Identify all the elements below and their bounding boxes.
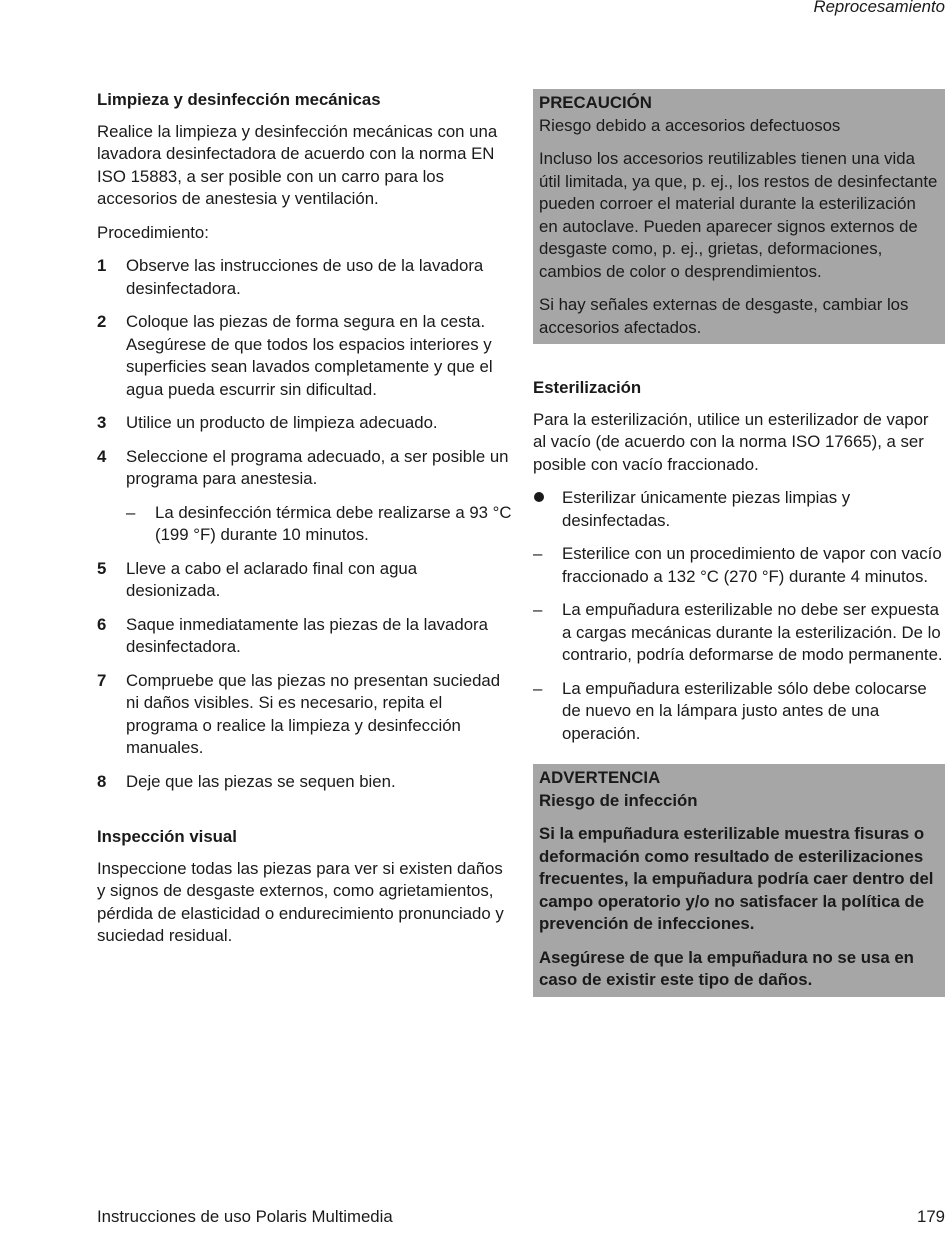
step-item	[97, 412, 512, 435]
step-number: 1	[97, 256, 107, 275]
step-text: Seleccione el programa adecuado, a ser posible un programa para anestesia.	[126, 446, 509, 488]
caution-paragraph: Incluso los accesorios reutilizables tienen una vida útil limitada, ya que, p. ej., los restos de desinfectante pueden corroer el material durante la esterilización en autoclave. Pueden aparecer signos externos de desgaste como, p. ej., grietas, deformaciones, cambios de color o desprendimientos.	[539, 149, 938, 281]
dash-text: Esterilice con un procedimiento de vapor con vacío fraccionado a 132 °C (270 °F) durante 4 minutos.	[562, 544, 942, 586]
bullet-icon	[533, 487, 562, 532]
step-item	[97, 670, 512, 760]
dash-text: La empuñadura esterilizable no debe ser expuesta a cargas mecánicas durante la esterilización. De lo contrario, podría deformarse de modo permanente.	[562, 600, 943, 664]
substep-text: La desinfección térmica debe realizarse a 93 °C (199 °F) durante 10 minutos.	[155, 502, 512, 544]
step-number: 4	[97, 446, 107, 466]
step-text: Compruebe que las piezas no presentan suciedad ni daños visibles. Si es necesario, repita el programa o realice la limpieza y desinfección manuales.	[126, 670, 501, 757]
caution-label: PRECAUCIÓN	[539, 93, 652, 112]
caution-paragraph: Si hay señales externas de desgaste, cambiar los accesorios afectados.	[539, 295, 909, 337]
warning-box	[533, 764, 945, 997]
right-column	[533, 89, 945, 997]
dash-item	[533, 543, 945, 588]
left-column	[97, 89, 512, 948]
step-item	[97, 771, 512, 794]
step-substep	[97, 502, 512, 547]
step-text: Observe las instrucciones de uso de la lavadora desinfectadora.	[126, 256, 484, 298]
warning-paragraph: Si la empuñadura esterilizable muestra fisuras o deformación como resultado de esterilizaciones frecuentes, la empuñadura podría caer dentro del campo operatorio y/o no satisfacer la política de prevención de infecciones.	[539, 824, 934, 933]
section-heading-visual: Inspección visual	[97, 827, 237, 846]
page-number: 179	[917, 1207, 945, 1226]
bullet-text: Esterilizar únicamente piezas limpias y desinfectadas.	[562, 488, 851, 530]
step-item	[97, 311, 512, 401]
step-text: Coloque las piezas de forma segura en la cesta. Asegúrese de que todos los espacios interiores y superficies sean lavados completamente y que el agua pueda escurrir sin dificultad.	[126, 312, 493, 399]
dash-marker: –	[126, 502, 136, 522]
dash-marker: –	[533, 544, 543, 563]
caution-subtitle: Riesgo debido a accesorios defectuosos	[539, 115, 841, 135]
dash-item	[533, 678, 945, 746]
warning-label: ADVERTENCIA	[539, 768, 661, 787]
step-number: 7	[97, 670, 107, 690]
section-heading-mechanical: Limpieza y desinfección mecánicas	[97, 90, 381, 109]
step-text: Lleve a cabo el aclarado final con agua desionizada.	[126, 558, 418, 600]
step-number: 6	[97, 614, 107, 634]
step-number: 8	[97, 771, 107, 791]
dash-marker: –	[533, 600, 543, 619]
footer-document-title: Instrucciones de uso Polaris Multimedia	[97, 1207, 393, 1226]
step-text: Deje que las piezas se sequen bien.	[126, 771, 396, 791]
sterilization-intro: Para la esterilización, utilice un esterilizador de vapor al vacío (de acuerdo con la norma ISO 17665), a ser posible con vacío fraccionado.	[533, 409, 929, 474]
procedure-label: Procedimiento:	[97, 222, 209, 242]
section-heading-sterilization: Esterilización	[533, 378, 642, 397]
visual-inspection-text: Inspeccione todas las piezas para ver si existen daños y signos de desgaste externos, como agrietamientos, pérdida de elasticidad o endurecimiento pronunciado y suciedad residual.	[97, 858, 504, 945]
warning-subtitle: Riesgo de infección	[539, 790, 698, 810]
running-header: Reprocesamiento	[813, 0, 945, 16]
step-text: Saque inmediatamente las piezas de la lavadora desinfectadora.	[126, 614, 488, 656]
step-item	[97, 614, 512, 659]
caution-box	[533, 89, 945, 344]
step-number: 5	[97, 558, 107, 578]
step-item	[97, 255, 512, 300]
dash-marker: –	[533, 678, 543, 698]
step-item	[97, 558, 512, 603]
step-number: 3	[97, 413, 107, 432]
step-number: 2	[97, 312, 107, 331]
step-item	[97, 446, 512, 491]
dash-item	[533, 599, 945, 667]
bullet-item	[533, 487, 945, 532]
dash-text: La empuñadura esterilizable sólo debe colocarse de nuevo en la lámpara justo antes de una operación.	[562, 678, 927, 743]
warning-paragraph: Asegúrese de que la empuñadura no se usa en caso de existir este tipo de daños.	[539, 947, 914, 989]
step-text: Utilice un producto de limpieza adecuado.	[126, 413, 438, 432]
mechanical-intro: Realice la limpieza y desinfección mecánicas con una lavadora desinfectadora de acuerdo con la norma EN ISO 15883, a ser posible con un carro para los accesorios de anestesia y ventilación.	[97, 121, 498, 208]
